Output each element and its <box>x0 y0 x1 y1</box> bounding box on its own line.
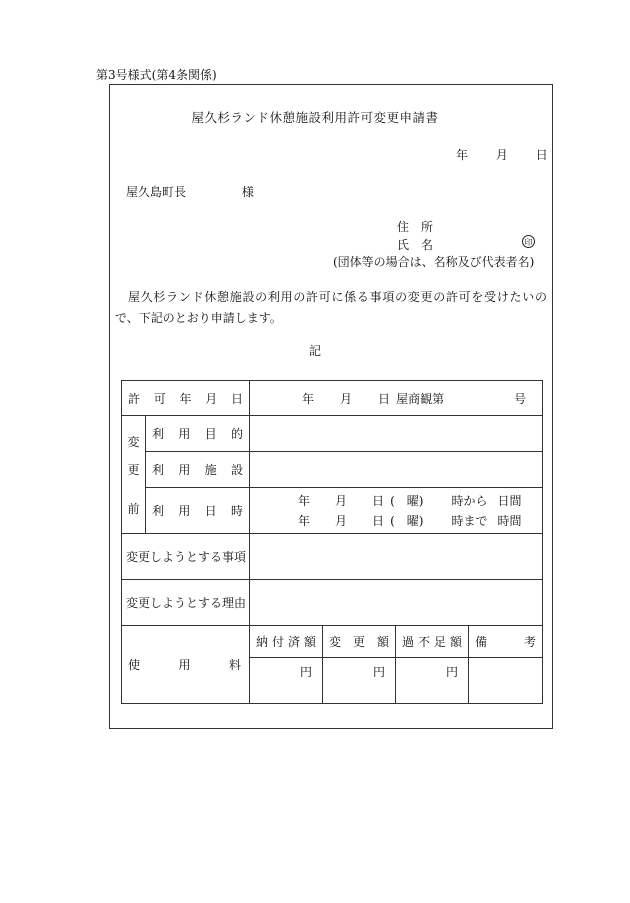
label-char: 付 <box>272 635 285 649</box>
permit-number-prefix: 屋商観第 <box>396 391 445 406</box>
request-statement: 屋久杉ランド休憩施設の利用の許可に係る事項の変更の許可を受けたいので、下記のとおり申請します。 <box>115 290 547 325</box>
label-char: 的 <box>230 427 243 441</box>
to-weekday: ( 曜) <box>390 514 424 528</box>
label-char: 用 <box>178 427 191 441</box>
date-day-label: 日 <box>535 148 548 162</box>
label-char: 設 <box>230 463 243 477</box>
permit-number-suffix: 号 <box>514 391 527 406</box>
fee-paid-header-cell <box>250 626 323 658</box>
facility-label-cell <box>146 452 250 488</box>
permit-year: 年 <box>302 391 315 406</box>
label-char: 過 <box>402 635 415 649</box>
from-day: 日 <box>372 494 385 508</box>
label-char: 納 <box>256 635 269 649</box>
fee-remarks-header-cell <box>469 626 543 658</box>
purpose-label <box>146 425 249 442</box>
fee-diff-value-cell[interactable] <box>396 658 469 704</box>
permit-day: 日 <box>378 391 391 406</box>
organization-note: (団体等の場合は、名称及び代表者名) <box>333 255 535 269</box>
purpose-row <box>122 416 543 452</box>
fee-paid-value-cell[interactable] <box>250 658 323 704</box>
change-reason-row <box>122 580 543 626</box>
from-weekday: ( 曜) <box>390 494 424 508</box>
permit-date-value <box>250 390 542 407</box>
application-table <box>121 380 543 704</box>
change-matter-row <box>122 534 543 580</box>
label-char: 日 <box>204 504 217 518</box>
addressee-honorific: 様 <box>241 185 254 199</box>
change-matter-input-cell[interactable] <box>250 534 543 580</box>
facility-input-cell[interactable] <box>250 452 543 488</box>
change-reason-input-cell[interactable] <box>250 580 543 626</box>
applicant-name-label: 氏 名 <box>397 238 434 252</box>
to-month: 月 <box>335 514 348 528</box>
label-char: 考 <box>524 635 537 649</box>
fee-change-header-cell <box>323 626 396 658</box>
fee-header-row <box>122 626 543 658</box>
from-month: 月 <box>335 494 348 508</box>
to-hours: 時間 <box>497 514 522 528</box>
change-reason-label-cell <box>122 580 250 626</box>
fee-label-char-1: 使 <box>128 658 141 672</box>
ki-heading: 記 <box>308 344 321 358</box>
fee-change-value-cell[interactable] <box>323 658 396 704</box>
label-char: 月 <box>205 391 218 406</box>
seal-mark-icon: 印 <box>522 235 535 248</box>
label-char: 年 <box>179 391 192 406</box>
to-year: 年 <box>298 514 311 528</box>
label-char: 額 <box>376 635 389 649</box>
fee-change-header <box>323 633 395 650</box>
label-char: 利 <box>152 504 165 518</box>
fee-label-char-2: 用 <box>178 658 191 672</box>
fee-remarks-header <box>469 633 542 650</box>
date-line <box>456 146 548 163</box>
date-year-label: 年 <box>456 148 469 162</box>
document-title: 屋久杉ランド休憩施設利用許可変更申請書 <box>191 110 439 125</box>
fee-diff-unit: 円 <box>446 665 459 679</box>
from-time: 時から <box>451 494 488 508</box>
label-char: 日 <box>231 391 244 406</box>
permit-month: 月 <box>340 391 353 406</box>
datetime-label <box>146 502 249 519</box>
label-char: 用 <box>178 504 191 518</box>
fee-label <box>122 656 249 673</box>
from-year: 年 <box>298 494 311 508</box>
label-char: 備 <box>475 635 488 649</box>
change-reason-label: 変更しようとする理由 <box>126 596 247 610</box>
label-char: 額 <box>449 635 462 649</box>
fee-label-char-3: 料 <box>229 658 242 672</box>
date-month-label: 月 <box>495 148 508 162</box>
datetime-row <box>122 488 543 534</box>
fee-paid-unit: 円 <box>300 665 313 679</box>
from-days: 日間 <box>497 494 522 508</box>
before-change-label-2: 更 <box>122 452 146 488</box>
change-matter-label-cell <box>122 534 250 580</box>
permit-date-row <box>122 381 543 416</box>
label-char: 許 <box>128 391 141 406</box>
datetime-label-cell <box>146 488 250 534</box>
label-char: 目 <box>204 427 217 441</box>
label-char: 変 <box>329 635 342 649</box>
applicant-address-label: 住 所 <box>397 220 434 234</box>
change-matter-label: 変更しようとする事項 <box>126 550 247 564</box>
fee-diff-header-cell <box>396 626 469 658</box>
datetime-input-cell[interactable] <box>250 488 543 534</box>
before-change-label-1: 変 <box>122 416 146 452</box>
before-change-label-3: 前 <box>122 488 146 534</box>
fee-label-cell <box>122 626 250 704</box>
purpose-label-cell <box>146 416 250 452</box>
label-char: 利 <box>152 463 165 477</box>
permit-date-label-cell <box>122 381 250 416</box>
label-char: 可 <box>153 391 166 406</box>
datetime-to-line <box>250 512 542 529</box>
fee-paid-header <box>250 633 322 650</box>
label-char: 足 <box>433 635 446 649</box>
to-time: 時まで <box>451 514 488 528</box>
fee-remarks-value-cell[interactable] <box>469 658 543 704</box>
label-char: 更 <box>353 635 366 649</box>
fee-diff-header <box>396 633 468 650</box>
addressee-name: 屋久島町長 <box>126 185 187 199</box>
form-number: 第3号様式(第4条関係) <box>96 68 217 82</box>
permit-date-label <box>122 390 249 407</box>
datetime-from-line <box>250 492 542 509</box>
addressee <box>126 183 254 200</box>
label-char: 利 <box>152 427 165 441</box>
to-day: 日 <box>372 514 385 528</box>
fee-change-unit: 円 <box>373 665 386 679</box>
label-char: 不 <box>418 635 431 649</box>
label-char: 済 <box>287 635 300 649</box>
facility-label <box>146 461 249 478</box>
permit-date-value-cell[interactable] <box>250 381 543 416</box>
label-char: 額 <box>303 635 316 649</box>
label-char: 用 <box>178 463 191 477</box>
label-char: 時 <box>230 504 243 518</box>
label-char: 施 <box>204 463 217 477</box>
facility-row <box>122 452 543 488</box>
purpose-input-cell[interactable] <box>250 416 543 452</box>
